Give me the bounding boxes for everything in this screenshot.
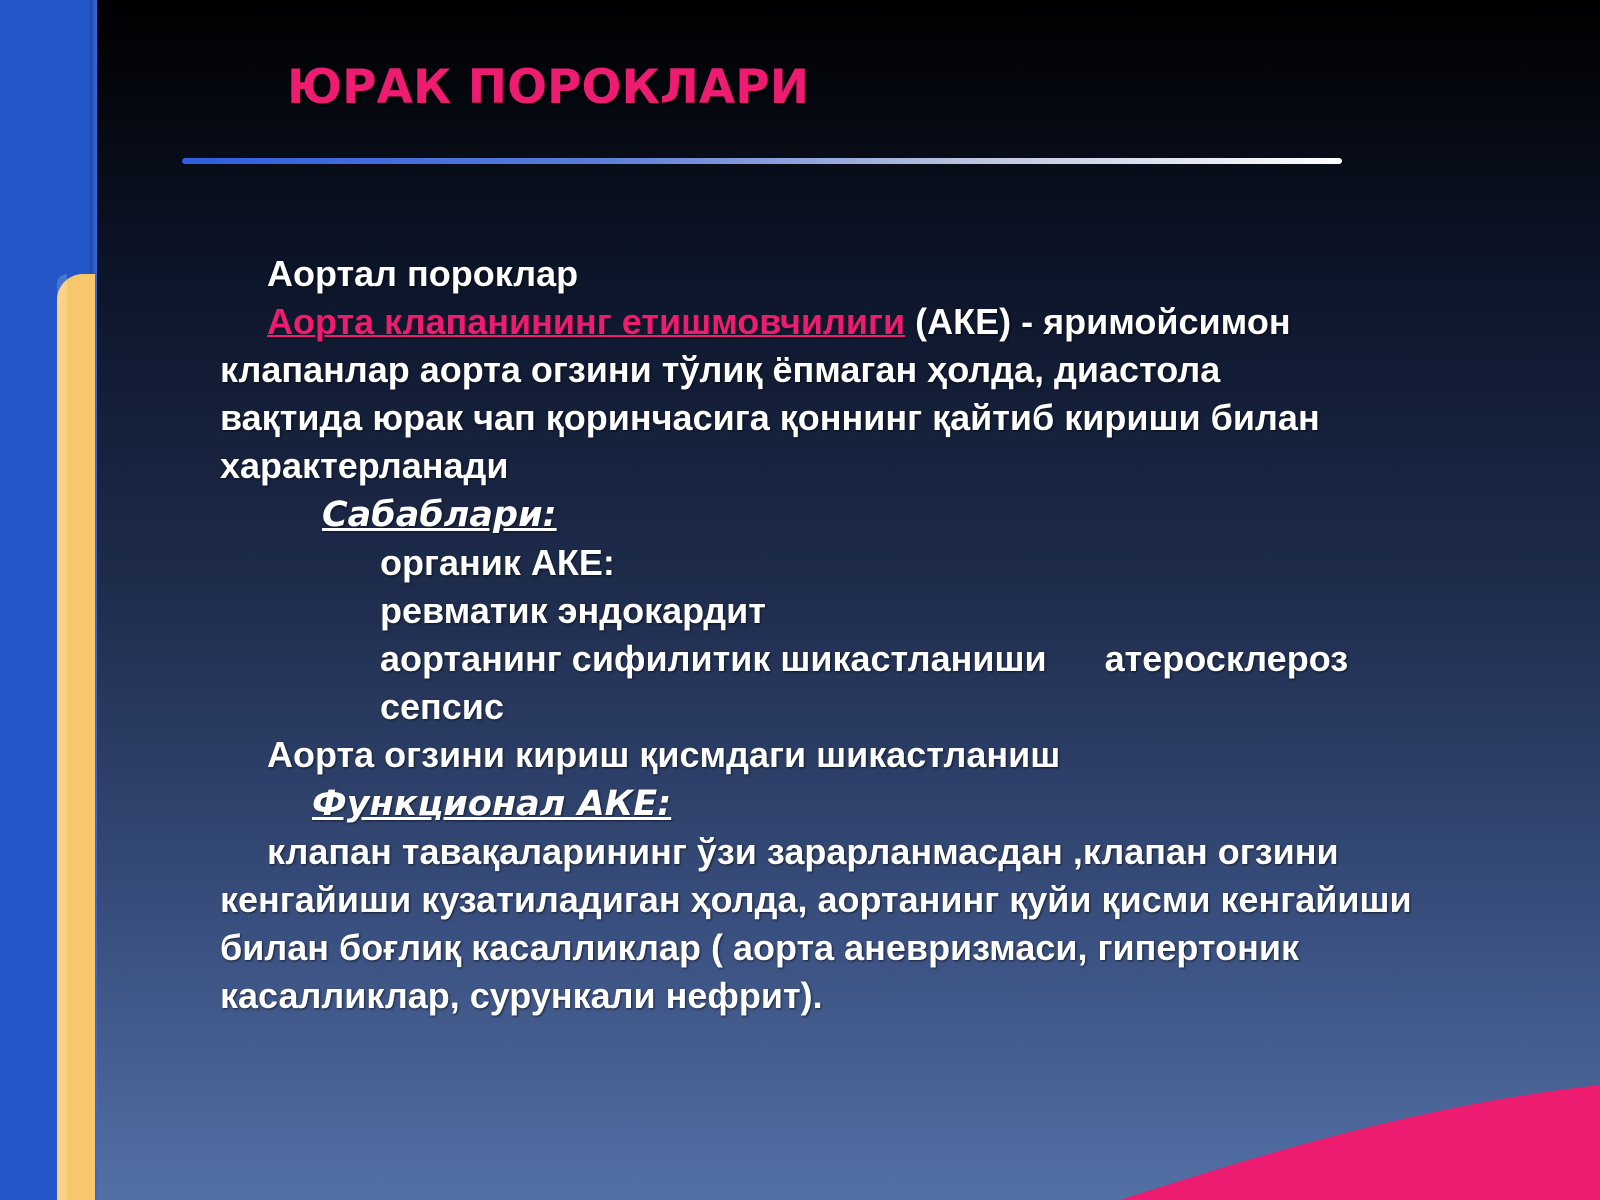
definition-text-start: яримойсимон [1043,301,1291,342]
gold-decor-bar-highlight [57,274,67,1200]
slide-title: ЮРАК ПОРОКЛАРИ [287,60,810,115]
cause-item-row [220,635,1500,683]
pink-corner-swoosh [1120,1085,1600,1200]
definition-first-line [220,298,1500,346]
functional-heading [220,779,1500,828]
functional-first-line: клапан тавақаларининг ўзи зарарланмасдан ,клапан огзини [267,831,1339,872]
causes-heading [220,490,1500,539]
definition-abbr: (АКЕ) [905,301,1012,342]
section-heading: Аортал пороклар [267,253,579,294]
title-underline-rule [182,158,1342,164]
functional-text-rest: кенгайиши кузатиладиган ҳолда, аортанинг қуйи қисми кенгайиши билан боғлиқ касалликлар ( аорта аневризмаси, гипертоник касалликлар, сурункали нефрит). [220,879,1412,1016]
cause-item: атеросклероз [1104,638,1349,679]
definition-dash: - [1011,301,1044,342]
cause-item: ревматик эндокардит [380,590,766,631]
causes-heading-text: Сабаблари: [322,495,557,535]
aorta-entrance-line: Аорта огзини кириш қисмдаги шикастланиш [267,734,1061,775]
cause-item: органик АКЕ: [380,542,615,583]
definition-text-rest: клапанлар аорта огзини тўлиқ ёпмаган ҳолда, диастола вақтида юрак чап қоринчасига қоннинг қайтиб кириши билан характерланади [220,349,1320,486]
slide-body [220,250,1500,1020]
functional-heading-text: Функционал АКЕ: [312,784,672,824]
cause-item: аортанинг сифилитик шикастланиши [380,638,1047,679]
definition-term-link[interactable]: Аорта клапанининг етишмовчилиги [267,301,906,342]
cause-item: сепсис [380,686,504,727]
